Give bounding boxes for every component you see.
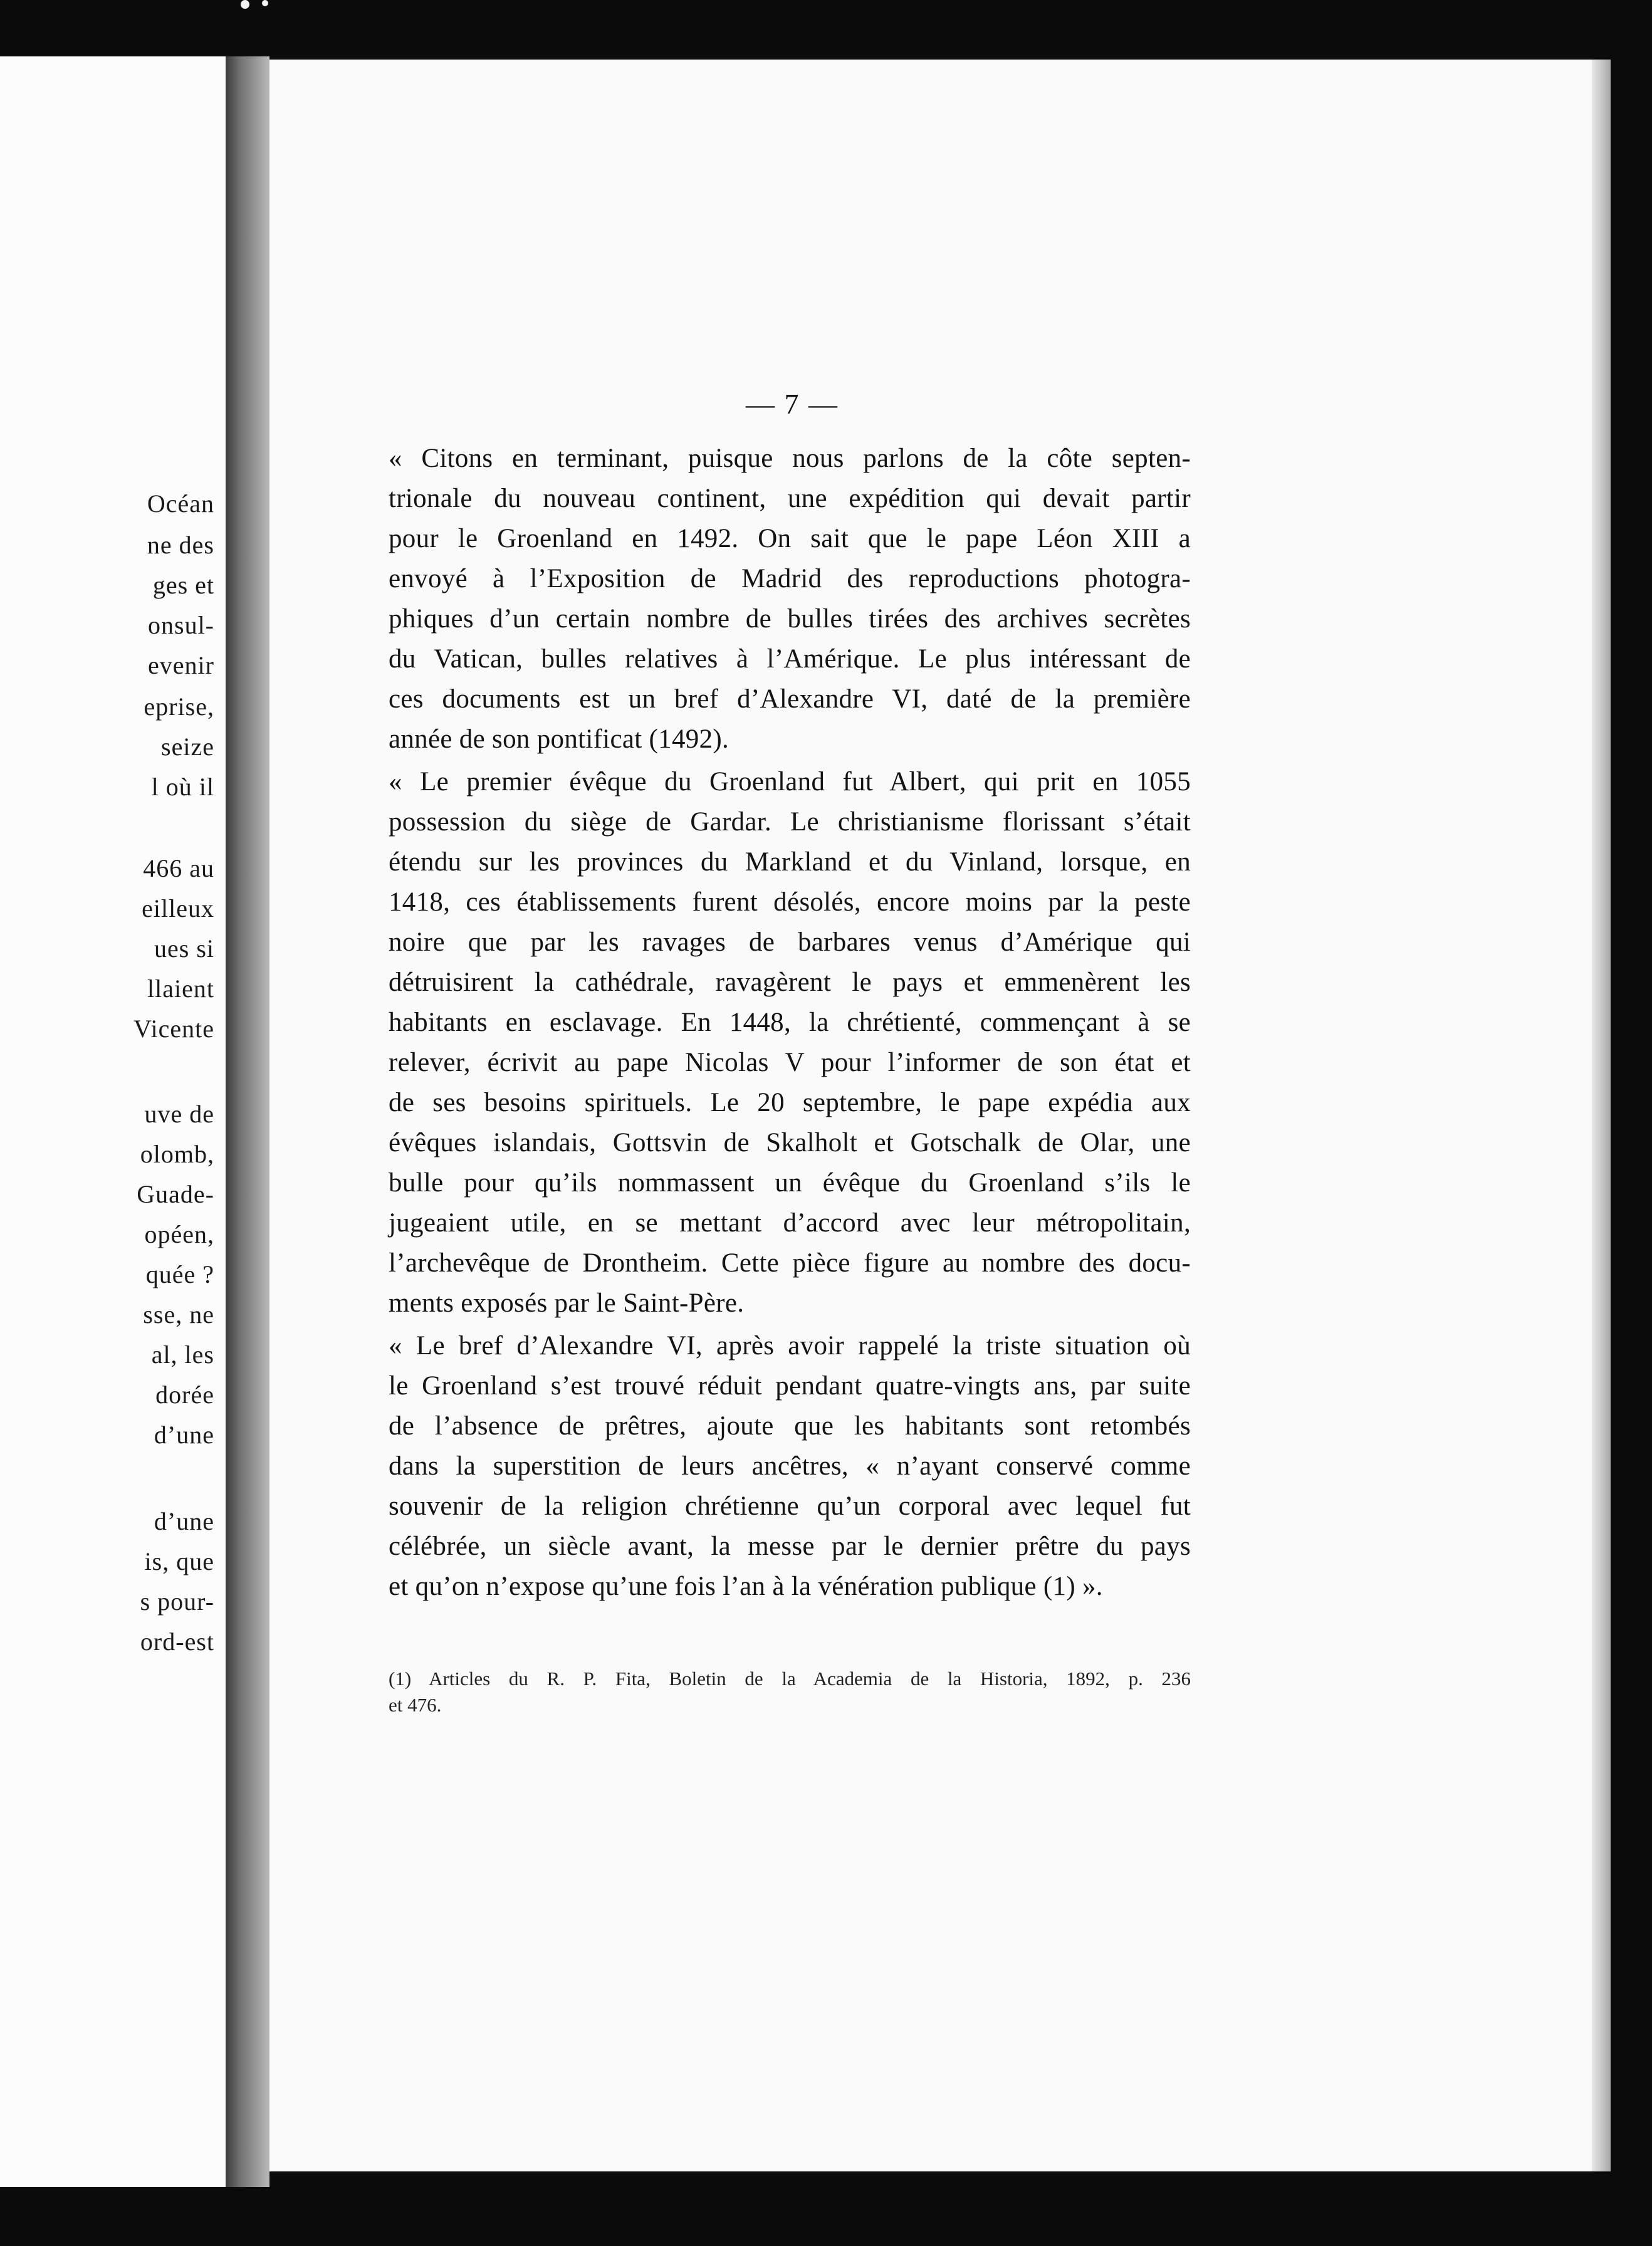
page-edge [1592, 60, 1611, 2171]
text-line: 1418, ces établissements furent désolés, encore moins par la peste [389, 887, 1191, 917]
text-line: de l’absence de prêtres, ajoute que les habitants sont retombés [389, 1411, 1191, 1441]
text-line: habitants en esclavage. En 1448, la chrétienté, commençant à se [389, 1008, 1191, 1037]
left-page [0, 56, 226, 2187]
left-page-fragment: Océan [147, 489, 214, 518]
text-line: « Le bref d’Alexandre VI, après avoir rappelé la triste situation où [389, 1331, 1191, 1361]
text-line: du Vatican, bulles relatives à l’Amérique. Le plus intéressant de [389, 644, 1191, 674]
text-line: noire que par les ravages de barbares venus d’Amérique qui [389, 927, 1191, 957]
left-page-fragment: sse, ne [143, 1300, 214, 1329]
text-line: célébrée, un siècle avant, la messe par le dernier prêtre du pays [389, 1532, 1191, 1561]
text-line: « Le premier évêque du Groenland fut Albert, qui prit en 1055 [389, 767, 1191, 797]
left-page-fragment: uve de [144, 1100, 214, 1128]
left-page-fragment: llaient [147, 974, 214, 1003]
scan-speck [241, 0, 249, 9]
left-page-fragment: al, les [151, 1340, 214, 1369]
text-line: ments exposés par le Saint-Père. [389, 1288, 745, 1318]
text-line: détruisirent la cathédrale, ravagèrent le pays et emmenèrent les [389, 968, 1191, 997]
text-line: évêques islandais, Gottsvin de Skalholt et Gotschalk de Olar, une [389, 1128, 1191, 1157]
text-line: bulle pour qu’ils nommassent un évêque du Groenland s’ils le [389, 1168, 1191, 1198]
text-line: jugeaient utile, en se mettant d’accord avec leur métropolitain, [389, 1208, 1191, 1238]
scan-speck [262, 0, 268, 6]
left-page-fragment: d’une [154, 1421, 214, 1449]
left-page-fragment: l où il [151, 773, 214, 801]
footnote-line: et 476. [389, 1694, 442, 1716]
left-page-fragment: quée ? [145, 1260, 214, 1288]
left-page-fragment: onsul- [148, 611, 214, 639]
left-page-fragment: d’une [154, 1507, 214, 1535]
left-page-fragment: ues si [154, 934, 214, 963]
text-line: « Citons en terminant, puisque nous parlons de la côte septen- [389, 444, 1191, 473]
left-page-fragment: ne des [147, 531, 214, 559]
text-line: phiques d’un certain nombre de bulles tirées des archives secrètes [389, 604, 1191, 634]
text-line: envoyé à l’Exposition de Madrid des reproductions photogra- [389, 564, 1191, 593]
text-line: le Groenland s’est trouvé réduit pendant quatre-vingts ans, par suite [389, 1371, 1191, 1401]
left-page-fragment: evenir [148, 651, 214, 679]
left-page-fragment: eprise, [144, 692, 214, 721]
text-line: pour le Groenland en 1492. On sait que le pape Léon XIII a [389, 524, 1191, 553]
text-line: année de son pontificat (1492). [389, 724, 729, 754]
text-line: possession du siège de Gardar. Le christianisme florissant s’était [389, 807, 1191, 837]
text-line: ces documents est un bref d’Alexandre VI, daté de la première [389, 684, 1191, 714]
left-page-fragment: ges et [152, 571, 214, 599]
text-line: dans la superstition de leurs ancêtres, « n’ayant conservé comme [389, 1451, 1191, 1481]
book-gutter [226, 56, 269, 2187]
left-page-fragment: seize [161, 733, 214, 761]
paragraph [389, 439, 1191, 760]
text-line: relever, écrivit au pape Nicolas V pour l’informer de son état et [389, 1048, 1191, 1077]
left-page-fragment: opéen, [144, 1220, 214, 1248]
text-line: trionale du nouveau continent, une expédition qui devait partir [389, 484, 1191, 513]
paragraph [389, 762, 1191, 1324]
text-line: souvenir de la religion chrétienne qu’un corporal avec lequel fut [389, 1491, 1191, 1521]
body-text [389, 439, 1191, 1607]
left-page-fragment: 466 au [143, 854, 214, 882]
page-number: — 7 — [746, 388, 839, 420]
footnote [389, 1666, 1191, 1718]
text-line: de ses besoins spirituels. Le 20 septembre, le pape expédia aux [389, 1088, 1191, 1117]
left-page-fragment: olomb, [140, 1140, 214, 1168]
left-page-fragment: is, que [144, 1547, 214, 1575]
left-page-fragment: ord-est [140, 1627, 214, 1656]
left-page-fragment: eilleux [142, 894, 214, 922]
text-line: étendu sur les provinces du Markland et du Vinland, lorsque, en [389, 847, 1191, 877]
left-page-fragment: s pour- [140, 1587, 214, 1616]
text-line: l’archevêque de Drontheim. Cette pièce figure au nombre des docu- [389, 1248, 1191, 1278]
left-page-fragment: dorée [155, 1381, 214, 1409]
left-page-fragment: Guade- [137, 1180, 214, 1208]
paragraph [389, 1326, 1191, 1607]
left-page-fragment: Vicente [133, 1015, 214, 1043]
text-line: et qu’on n’expose qu’une fois l’an à la vénération publique (1) ». [389, 1572, 1103, 1601]
footnote-line: (1) Articles du R. P. Fita, Boletin de la Academia de la Historia, 1892, p. 236 [389, 1668, 1191, 1690]
